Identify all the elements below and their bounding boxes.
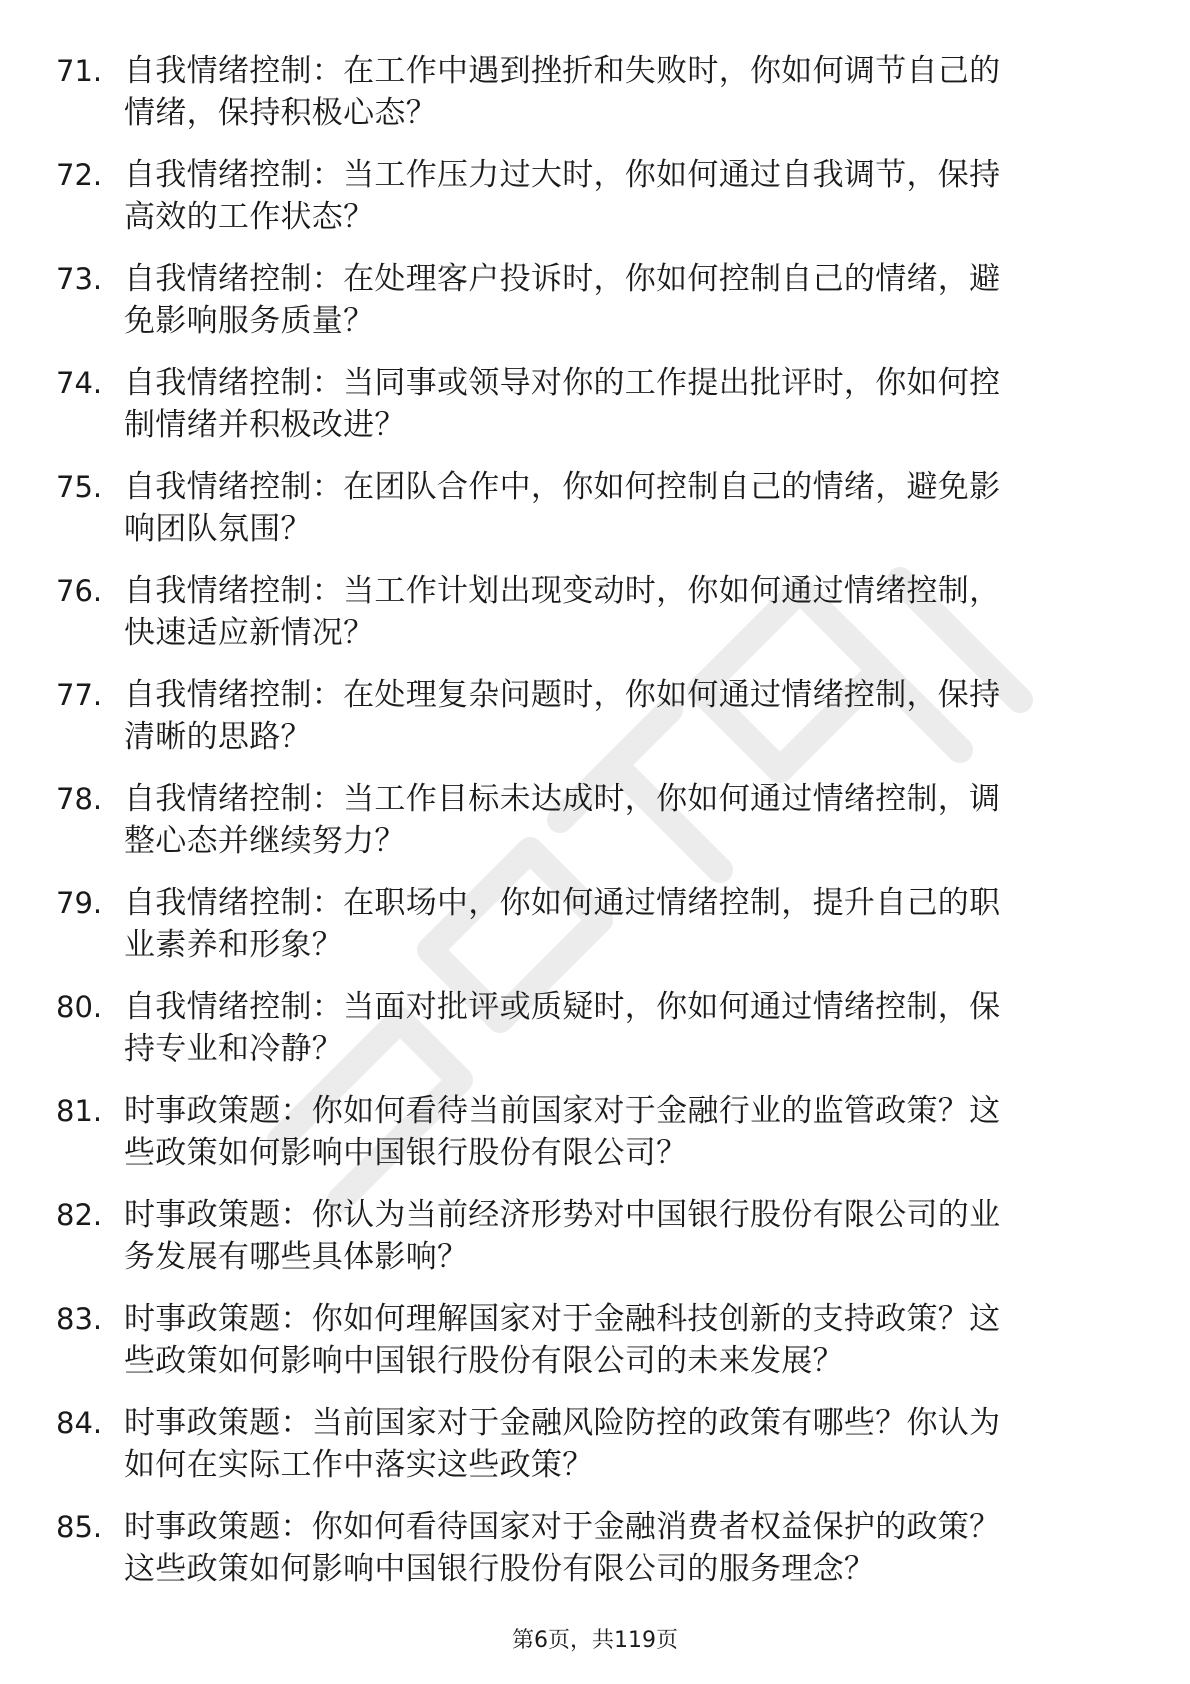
question-text (124, 1194, 1124, 1278)
question-item (0, 1402, 1190, 1506)
question-number: 75. (56, 470, 103, 504)
question-text-line: 自我情绪控制：在处理复杂问题时，你如何通过情绪控制，保持 (124, 677, 1001, 713)
question-item (0, 154, 1190, 258)
question-text (124, 1298, 1124, 1382)
question-item (0, 1298, 1190, 1402)
question-text-line: 自我情绪控制：当工作计划出现变动时，你如何通过情绪控制， (124, 573, 1001, 609)
question-text-line: 高效的工作状态？ (124, 199, 375, 235)
question-text-line: 清晰的思路？ (124, 719, 312, 755)
question-list (0, 50, 1190, 1610)
question-number: 74. (56, 366, 103, 400)
question-text-line: 些政策如何影响中国银行股份有限公司？ (124, 1135, 688, 1171)
question-item (0, 778, 1190, 882)
question-number: 77. (56, 678, 103, 712)
question-text-line: 整心态并继续努力？ (124, 823, 406, 859)
question-text-line: 时事政策题：当前国家对于金融风险防控的政策有哪些？你认为 (124, 1405, 1001, 1441)
question-text (124, 778, 1124, 862)
question-text (124, 882, 1124, 966)
question-text-line: 快速适应新情况？ (124, 615, 375, 651)
question-number: 84. (56, 1406, 103, 1440)
question-text-line: 自我情绪控制：当面对批评或质疑时，你如何通过情绪控制，保 (124, 989, 1001, 1025)
question-text-line: 制情绪并积极改进？ (124, 407, 406, 443)
question-text-line: 自我情绪控制：当工作压力过大时，你如何通过自我调节，保持 (124, 157, 1001, 193)
question-text-line: 自我情绪控制：在工作中遇到挫折和失败时，你如何调节自己的 (124, 53, 1001, 89)
question-item (0, 570, 1190, 674)
question-number: 72. (56, 158, 103, 192)
question-text-line: 务发展有哪些具体影响？ (124, 1239, 469, 1275)
question-text (124, 466, 1124, 550)
question-number: 85. (56, 1510, 103, 1544)
question-number: 78. (56, 782, 103, 816)
page-footer: 第6页，共119页 (512, 1628, 678, 1653)
question-item (0, 362, 1190, 466)
question-text-line: 时事政策题：你如何看待当前国家对于金融行业的监管政策？这 (124, 1093, 1001, 1129)
question-item (0, 50, 1190, 154)
question-text-line: 自我情绪控制：当同事或领导对你的工作提出批评时，你如何控 (124, 365, 1001, 401)
question-item (0, 986, 1190, 1090)
question-text (124, 674, 1124, 758)
question-text (124, 258, 1124, 342)
question-text-line: 自我情绪控制：在职场中，你如何通过情绪控制，提升自己的职 (124, 885, 1001, 921)
question-text-line: 持专业和冷静？ (124, 1031, 344, 1067)
question-item (0, 258, 1190, 362)
question-text-line: 时事政策题：你如何理解国家对于金融科技创新的支持政策？这 (124, 1301, 1001, 1337)
question-text-line: 这些政策如何影响中国银行股份有限公司的服务理念？ (124, 1551, 876, 1587)
question-item (0, 1194, 1190, 1298)
question-number: 80. (56, 990, 103, 1024)
question-number: 76. (56, 574, 103, 608)
question-text-line: 自我情绪控制：当工作目标未达成时，你如何通过情绪控制，调 (124, 781, 1001, 817)
question-number: 71. (56, 54, 103, 88)
question-text-line: 些政策如何影响中国银行股份有限公司的未来发展？ (124, 1343, 844, 1379)
question-text-line: 免影响服务质量？ (124, 303, 375, 339)
question-number: 82. (56, 1198, 103, 1232)
question-text (124, 1506, 1124, 1590)
question-number: 73. (56, 262, 103, 296)
question-text-line: 情绪，保持积极心态？ (124, 95, 437, 131)
question-text (124, 570, 1124, 654)
question-text (124, 154, 1124, 238)
question-item (0, 882, 1190, 986)
question-text (124, 362, 1124, 446)
question-text (124, 986, 1124, 1070)
question-text-line: 业素养和形象？ (124, 927, 344, 963)
question-item (0, 1506, 1190, 1610)
question-number: 81. (56, 1094, 103, 1128)
question-text-line: 时事政策题：你认为当前经济形势对中国银行股份有限公司的业 (124, 1197, 1001, 1233)
question-text-line: 响团队氛围？ (124, 511, 312, 547)
question-item (0, 466, 1190, 570)
question-text (124, 1402, 1124, 1486)
question-text-line: 如何在实际工作中落实这些政策？ (124, 1447, 594, 1483)
question-text (124, 1090, 1124, 1174)
question-text-line: 自我情绪控制：在团队合作中，你如何控制自己的情绪，避免影 (124, 469, 1001, 505)
question-number: 83. (56, 1302, 103, 1336)
question-number: 79. (56, 886, 103, 920)
question-text-line: 时事政策题：你如何看待国家对于金融消费者权益保护的政策？ (124, 1509, 1001, 1545)
question-text-line: 自我情绪控制：在处理客户投诉时，你如何控制自己的情绪，避 (124, 261, 1001, 297)
question-item (0, 674, 1190, 778)
question-item (0, 1090, 1190, 1194)
question-text (124, 50, 1124, 134)
